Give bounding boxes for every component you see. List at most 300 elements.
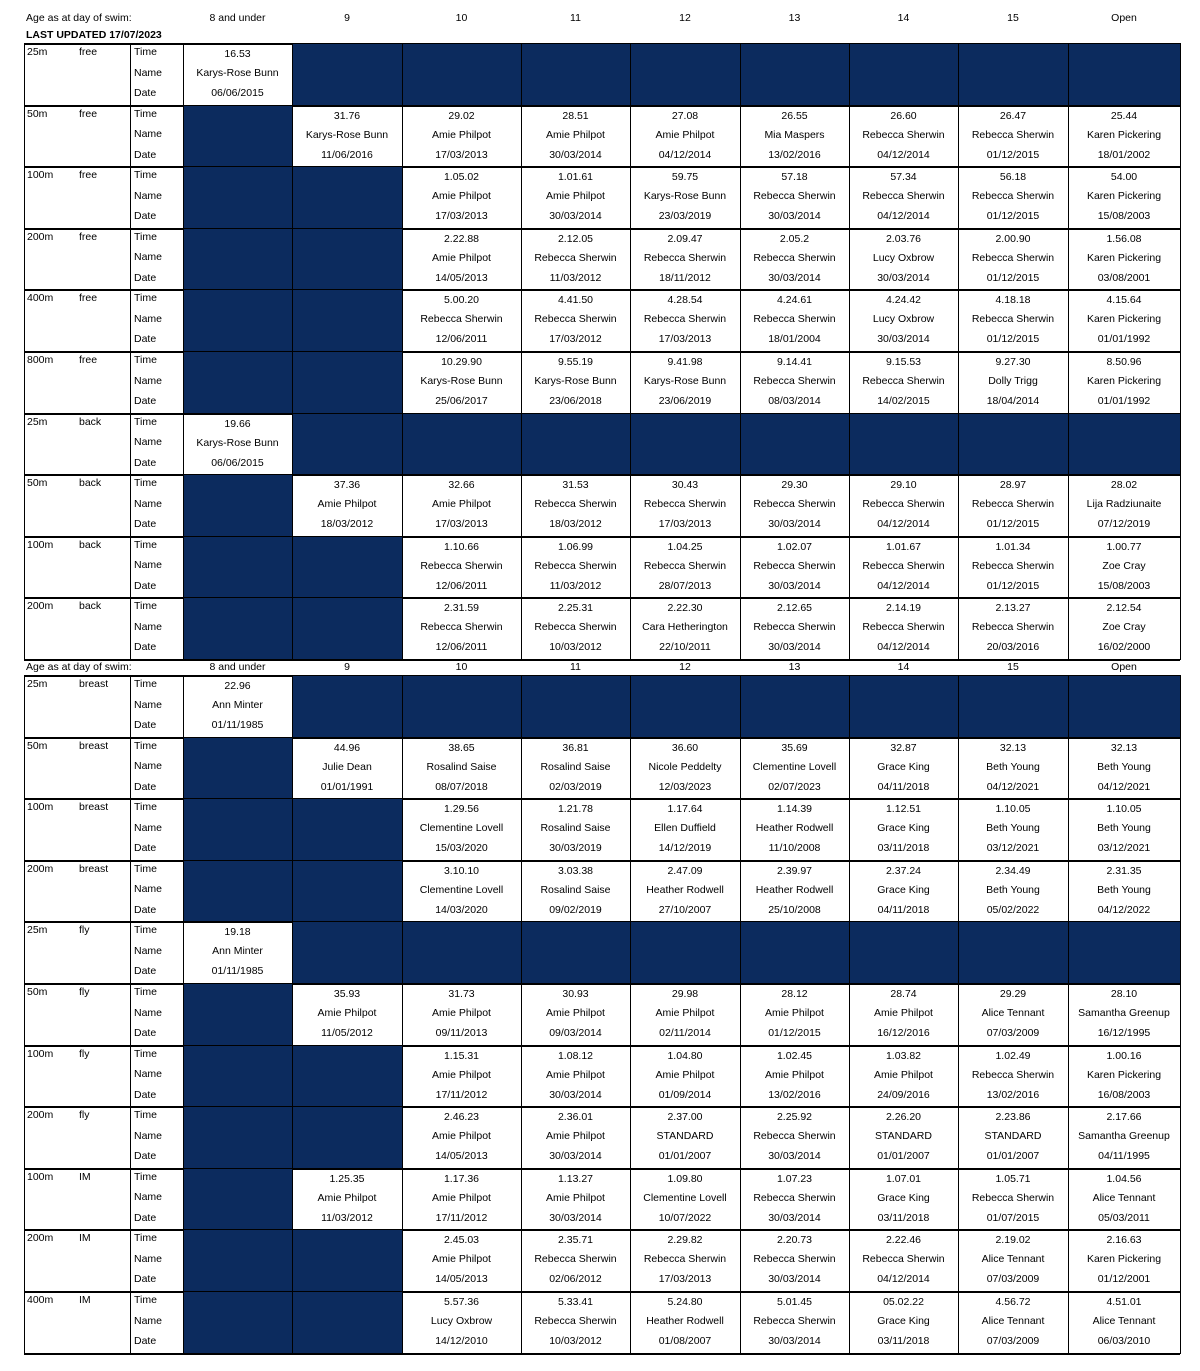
record-date: 16/08/2003 [1097, 1088, 1151, 1101]
record-time: 2.20.73 [776, 1234, 813, 1247]
record-name: Heather Rodwell [755, 883, 834, 896]
record-name: Rebecca Sherwin [971, 128, 1055, 141]
record-name: Zoe Cray [1102, 559, 1146, 572]
record-date: 03/08/2001 [1097, 271, 1151, 284]
record-time: 1.15.31 [443, 1049, 480, 1062]
record-name: Karen Pickering [1086, 313, 1162, 326]
record-date: 17/11/2012 [435, 1088, 488, 1101]
record-name: Amie Philpot [432, 1068, 491, 1081]
record-time: 2.12.05 [557, 232, 594, 245]
record-name: Dolly Trigg [988, 375, 1038, 387]
record-name: Rebecca Sherwin [862, 1253, 945, 1266]
record-name: Ann Minter [212, 699, 263, 711]
record-time: 1.05.02 [443, 171, 480, 184]
record-date: 18/03/2012 [320, 518, 374, 531]
record-date: 04/11/1995 [1098, 1150, 1150, 1163]
event-distance: 25m [27, 46, 48, 58]
record-date: 11/05/2012 [321, 1027, 373, 1039]
record-name: Amie Philpot [655, 128, 715, 141]
event-stroke: fly [79, 1109, 90, 1122]
row-label-name: Name [134, 251, 163, 264]
age-group-header: 15 [1007, 661, 1019, 673]
record-date: 04/12/2022 [1097, 903, 1151, 916]
record-name: Rebecca Sherwin [643, 1253, 727, 1266]
column-border [521, 675, 522, 1354]
record-time: 1.08.12 [557, 1049, 594, 1062]
record-date: 01/12/2015 [986, 518, 1040, 531]
record-date: 30/03/2014 [768, 210, 821, 223]
event-stroke: free [79, 46, 98, 58]
record-time: 2.12.65 [776, 602, 813, 615]
record-time: 9.15.53 [885, 356, 922, 368]
record-date: 18/01/2004 [768, 333, 821, 346]
age-label: Age as at day of swim: [26, 12, 132, 24]
event-stroke: breast [79, 801, 109, 814]
column-border [402, 675, 403, 1354]
row-label-date: Date [134, 148, 157, 161]
record-time: 2.14.19 [885, 602, 922, 615]
record-time: 1.02.45 [776, 1049, 813, 1062]
row-label-time: Time [134, 862, 157, 875]
record-name: Amie Philpot [546, 128, 605, 141]
record-name: Rebecca Sherwin [534, 621, 617, 634]
record-date: 07/03/2009 [986, 1027, 1040, 1039]
event-distance: 400m [27, 1294, 54, 1306]
record-date: 30/03/2014 [768, 1273, 821, 1286]
record-time: 2.19.02 [995, 1234, 1031, 1247]
record-date: 04/12/2014 [877, 210, 930, 223]
row-label-name: Name [134, 312, 163, 325]
record-time: 32.87 [890, 741, 917, 754]
row-label-date: Date [134, 210, 157, 223]
record-name: Rebecca Sherwin [862, 375, 945, 387]
record-name: Karen Pickering [1086, 190, 1162, 203]
record-date: 11/03/2012 [321, 1211, 373, 1224]
record-date: 17/03/2013 [658, 518, 712, 531]
record-name: Amie Philpot [874, 1007, 933, 1019]
record-date: 01/12/2015 [986, 333, 1040, 346]
record-name: Beth Young [1097, 883, 1151, 896]
record-time: 1.01.67 [885, 540, 922, 553]
event-distance: 50m [27, 739, 48, 752]
event-stroke: IM [79, 1232, 91, 1245]
record-time: 1.10.05 [1106, 803, 1142, 816]
record-name: Rebecca Sherwin [753, 621, 836, 634]
record-name: Grace King [877, 883, 930, 896]
column-border [183, 675, 184, 1354]
record-date: 14/12/2010 [435, 1335, 488, 1347]
column-border [1180, 675, 1181, 1354]
event-stroke: breast [79, 862, 109, 875]
event-distance: 25m [27, 415, 48, 428]
record-date: 01/11/1985 [211, 719, 264, 731]
record-name: Karen Pickering [1086, 1068, 1162, 1081]
row-label-name: Name [134, 189, 163, 202]
record-time: 32.13 [1110, 741, 1138, 754]
record-date: 04/12/2014 [877, 518, 930, 531]
record-date: 04/12/2014 [877, 641, 930, 654]
age-group-header: 12 [679, 12, 691, 24]
record-time: 1.01.61 [557, 171, 594, 184]
record-date: 01/12/2015 [986, 271, 1040, 284]
record-time: 3.03.38 [557, 864, 594, 877]
record-date: 11/03/2012 [549, 579, 602, 592]
record-name: Karys-Rose Bunn [196, 436, 279, 449]
record-date: 30/03/2014 [768, 1150, 821, 1163]
record-name: Rebecca Sherwin [753, 375, 836, 387]
age-group-header: 13 [788, 661, 801, 673]
record-date: 30/03/2014 [768, 641, 821, 654]
event-distance: 100m [27, 538, 54, 551]
record-time: 2.37.24 [885, 864, 922, 877]
record-name: Amie Philpot [655, 1007, 715, 1019]
record-date: 03/12/2021 [986, 842, 1040, 855]
record-time: 5.57.36 [443, 1296, 480, 1308]
record-name: Grace King [877, 760, 930, 773]
record-time: 2.22.46 [885, 1234, 922, 1247]
column-border [1180, 43, 1181, 660]
record-name: Rebecca Sherwin [753, 559, 836, 572]
record-date: 23/06/2018 [549, 395, 602, 407]
no-record-block [184, 229, 402, 290]
record-date: 17/03/2013 [435, 148, 488, 161]
record-name: Karys-Rose Bunn [643, 190, 727, 203]
record-date: 01/12/2015 [986, 148, 1040, 161]
row-label-date: Date [134, 395, 157, 408]
record-date: 12/03/2023 [658, 780, 712, 793]
record-name: Rebecca Sherwin [534, 1253, 617, 1266]
record-time: 32.66 [448, 479, 475, 492]
record-date: 30/03/2014 [768, 271, 821, 284]
row-label-time: Time [134, 924, 157, 937]
record-name: Amie Philpot [765, 1007, 824, 1019]
record-time: 29.10 [890, 479, 917, 492]
record-time: 1.10.05 [995, 803, 1031, 816]
row-label-name: Name [134, 128, 163, 141]
event-distance: 100m [27, 1047, 54, 1060]
record-date: 04/11/2018 [877, 903, 930, 916]
row-label-date: Date [134, 87, 157, 100]
record-name: Rebecca Sherwin [753, 1130, 836, 1143]
record-date: 30/03/2014 [768, 1335, 821, 1347]
record-name: Rebecca Sherwin [862, 190, 945, 203]
record-time: 29.02 [448, 109, 475, 122]
record-date: 18/01/2002 [1097, 148, 1151, 161]
column-border [958, 675, 959, 1354]
row-label-name: Name [134, 1068, 163, 1081]
record-date: 15/03/2020 [435, 842, 488, 855]
event-distance: 25m [27, 924, 48, 937]
record-name: Grace King [877, 822, 930, 835]
row-label-date: Date [134, 579, 157, 592]
record-name: Julie Dean [322, 760, 372, 773]
record-time: 1.17.36 [443, 1172, 480, 1185]
row-label-time: Time [134, 1109, 157, 1122]
record-date: 11/03/2012 [549, 271, 602, 284]
column-border [292, 43, 293, 660]
record-name: Rebecca Sherwin [534, 559, 617, 572]
record-date: 30/03/2014 [877, 271, 930, 284]
record-date: 04/12/2014 [877, 1273, 930, 1286]
age-group-header: 13 [788, 12, 801, 24]
last-updated: LAST UPDATED 17/07/2023 [26, 29, 162, 41]
record-name: STANDARD [984, 1130, 1042, 1143]
event-distance: 400m [27, 292, 54, 305]
row-label-time: Time [134, 1232, 157, 1245]
record-time: 1.10.66 [443, 540, 480, 553]
row-label-name: Name [134, 1191, 163, 1204]
record-name: Rebecca Sherwin [420, 313, 503, 326]
record-name: Amie Philpot [432, 251, 491, 264]
record-time: 4.24.61 [776, 294, 813, 307]
row-label-name: Name [134, 436, 163, 449]
record-date: 13/02/2016 [768, 148, 821, 161]
record-time: 27.08 [671, 109, 699, 122]
record-name: STANDARD [875, 1130, 932, 1143]
record-name: Rebecca Sherwin [862, 128, 945, 141]
record-date: 03/12/2021 [1097, 842, 1151, 855]
record-time: 56.18 [999, 171, 1027, 184]
row-label-name: Name [134, 821, 163, 834]
record-date: 18/11/2012 [659, 271, 711, 284]
row-label-time: Time [134, 600, 157, 613]
age-group-header: 10 [455, 12, 468, 24]
record-time: 1.00.77 [1106, 540, 1142, 553]
record-date: 24/09/2016 [877, 1088, 930, 1101]
record-time: 1.04.56 [1106, 1172, 1142, 1185]
record-date: 18/03/2012 [549, 518, 602, 531]
record-name: Beth Young [986, 822, 1040, 835]
record-date: 17/03/2013 [658, 1273, 712, 1286]
record-date: 16/02/2000 [1097, 641, 1151, 654]
record-time: 2.46.23 [443, 1111, 480, 1124]
record-date: 03/11/2018 [877, 1211, 930, 1224]
record-name: Rebecca Sherwin [753, 313, 836, 326]
record-name: Clementine Lovell [643, 1191, 727, 1204]
record-date: 20/03/2016 [986, 641, 1040, 654]
row-label-date: Date [134, 271, 157, 284]
column-border [183, 43, 184, 660]
record-date: 09/03/2014 [549, 1027, 602, 1039]
record-time: 19.18 [224, 926, 251, 939]
event-stroke: back [79, 538, 102, 551]
record-time: 2.39.97 [776, 864, 813, 877]
record-date: 27/10/2007 [658, 903, 712, 916]
record-time: 28.12 [781, 988, 808, 1000]
record-date: 06/06/2015 [211, 87, 264, 99]
record-name: Beth Young [1097, 822, 1151, 835]
record-date: 17/11/2012 [435, 1211, 488, 1224]
record-time: 2.00.90 [995, 232, 1031, 245]
column-border [24, 43, 25, 660]
record-name: Amie Philpot [432, 1130, 491, 1143]
record-time: 32.13 [999, 741, 1027, 754]
no-record-block [184, 1046, 402, 1107]
no-record-block [184, 106, 292, 167]
record-date: 02/06/2012 [549, 1273, 602, 1286]
row-label-name: Name [134, 944, 163, 957]
record-date: 15/08/2003 [1097, 210, 1151, 223]
record-date: 01/12/2001 [1097, 1273, 1151, 1286]
record-time: 2.31.35 [1106, 864, 1142, 877]
record-name: Cara Hetherington [642, 621, 728, 634]
record-time: 2.23.86 [995, 1111, 1031, 1124]
age-group-header: 14 [897, 12, 910, 24]
record-name: Amie Philpot [317, 1191, 377, 1204]
record-name: Rebecca Sherwin [753, 251, 836, 264]
record-time: 1.01.34 [995, 540, 1031, 553]
record-date: 30/03/2014 [549, 1150, 602, 1163]
record-time: 5.33.41 [557, 1296, 594, 1308]
record-time: 2.12.54 [1106, 602, 1142, 615]
event-stroke: back [79, 600, 102, 613]
record-name: Rosalind Saise [540, 883, 611, 896]
age-group-header: 8 and under [209, 661, 266, 673]
record-name: Heather Rodwell [646, 1315, 724, 1327]
record-name: Alice Tennant [981, 1007, 1045, 1019]
event-stroke: free [79, 230, 98, 243]
record-date: 23/06/2019 [658, 395, 712, 407]
record-time: 1.05.71 [995, 1172, 1031, 1185]
record-time: 4.51.01 [1106, 1296, 1142, 1308]
record-date: 11/06/2016 [321, 148, 373, 161]
record-time: 4.24.42 [885, 294, 922, 307]
age-group-header: 11 [570, 12, 581, 24]
record-date: 11/10/2008 [768, 842, 821, 855]
row-label-time: Time [134, 477, 157, 490]
column-border [849, 675, 850, 1354]
record-name: Rebecca Sherwin [971, 190, 1055, 203]
row-label-date: Date [134, 518, 157, 531]
record-time: 1.17.64 [667, 803, 703, 816]
no-record-block [184, 1292, 402, 1353]
record-date: 06/06/2015 [211, 456, 264, 469]
record-time: 28.97 [999, 479, 1027, 492]
record-name: Rebecca Sherwin [753, 1315, 836, 1327]
row-label-date: Date [134, 641, 157, 654]
record-date: 01/01/2007 [658, 1150, 712, 1163]
record-date: 05/02/2022 [986, 903, 1040, 916]
row-label-name: Name [134, 698, 163, 711]
record-name: Karen Pickering [1086, 375, 1162, 387]
record-date: 30/03/2014 [549, 1211, 602, 1224]
record-time: 2.26.20 [885, 1111, 922, 1124]
age-group-header: Open [1111, 661, 1137, 673]
record-date: 12/06/2011 [435, 641, 488, 654]
record-date: 30/03/2014 [768, 1211, 821, 1224]
record-time: 10.29.90 [441, 356, 482, 368]
record-name: Amie Philpot [655, 1068, 715, 1081]
record-name: Rebecca Sherwin [643, 313, 727, 326]
record-time: 4.28.54 [667, 294, 703, 307]
row-label-date: Date [134, 780, 157, 793]
event-distance: 800m [27, 354, 54, 366]
event-stroke: IM [79, 1294, 91, 1306]
record-name: Samantha Greenup [1078, 1007, 1170, 1019]
record-name: Rebecca Sherwin [420, 621, 503, 634]
record-date: 04/12/2014 [877, 579, 930, 592]
column-border [402, 43, 403, 660]
record-name: Ann Minter [212, 945, 263, 958]
event-stroke: breast [79, 678, 109, 690]
record-name: Lucy Oxbrow [872, 251, 935, 264]
event-stroke: free [79, 292, 98, 305]
record-time: 2.13.27 [995, 602, 1031, 615]
row-label-date: Date [134, 1088, 157, 1101]
no-record-block [184, 167, 402, 228]
record-name: Amie Philpot [432, 190, 491, 203]
record-time: 26.55 [781, 109, 808, 122]
event-stroke: free [79, 107, 98, 120]
record-date: 01/01/2007 [986, 1150, 1040, 1163]
record-date: 07/03/2009 [986, 1335, 1040, 1347]
row-label-time: Time [134, 739, 157, 752]
record-time: 30.93 [562, 988, 589, 1000]
record-time: 2.03.76 [885, 232, 922, 245]
record-name: Rebecca Sherwin [534, 498, 617, 511]
record-name: Amie Philpot [317, 1007, 377, 1019]
record-name: Grace King [877, 1191, 930, 1204]
record-time: 2.47.09 [667, 864, 703, 877]
row-label-name: Name [134, 1252, 163, 1265]
record-date: 10/03/2012 [549, 1335, 602, 1347]
record-name: Lija Radziunaite [1086, 498, 1162, 511]
record-name: Rosalind Saise [540, 760, 611, 773]
record-time: 2.05.2 [779, 232, 810, 245]
row-label-date: Date [134, 903, 157, 916]
record-time: 9.41.98 [667, 356, 703, 368]
no-record-block [293, 44, 1180, 105]
row-label-time: Time [134, 169, 157, 182]
row-label-name: Name [134, 66, 163, 79]
record-time: 57.34 [890, 171, 917, 184]
no-record-block [184, 352, 402, 413]
record-name: Alice Tennant [1092, 1191, 1156, 1204]
record-date: 09/11/2013 [435, 1027, 488, 1039]
record-time: 2.09.47 [667, 232, 703, 245]
record-time: 38.65 [448, 741, 475, 754]
record-time: 19.66 [224, 417, 251, 430]
record-date: 30/03/2014 [549, 210, 602, 223]
record-time: 2.35.71 [557, 1234, 594, 1247]
row-label-name: Name [134, 760, 163, 773]
record-name: Amie Philpot [432, 1007, 491, 1019]
column-border [630, 43, 631, 660]
record-date: 02/03/2019 [549, 780, 602, 793]
event-distance: 25m [27, 678, 48, 690]
record-time: 35.69 [781, 741, 808, 754]
event-distance: 100m [27, 801, 54, 814]
record-date: 15/08/2003 [1097, 579, 1151, 592]
record-name: Alice Tennant [981, 1253, 1045, 1266]
row-label-time: Time [134, 107, 157, 120]
record-date: 22/10/2011 [659, 641, 711, 654]
no-record-block [184, 537, 402, 598]
record-date: 25/06/2017 [435, 395, 488, 407]
row-label-time: Time [134, 986, 157, 998]
record-name: Zoe Cray [1102, 621, 1146, 634]
record-date: 23/03/2019 [658, 210, 712, 223]
record-time: 1.21.78 [557, 803, 594, 816]
record-name: Amie Philpot [546, 1191, 605, 1204]
record-time: 5.24.80 [667, 1296, 703, 1308]
record-time: 2.25.92 [776, 1111, 813, 1124]
record-time: 31.73 [448, 988, 475, 1000]
record-name: Nicole Peddelty [648, 760, 722, 773]
record-time: 22.96 [224, 680, 251, 692]
record-time: 1.29.56 [443, 803, 480, 816]
row-label-time: Time [134, 1294, 157, 1306]
